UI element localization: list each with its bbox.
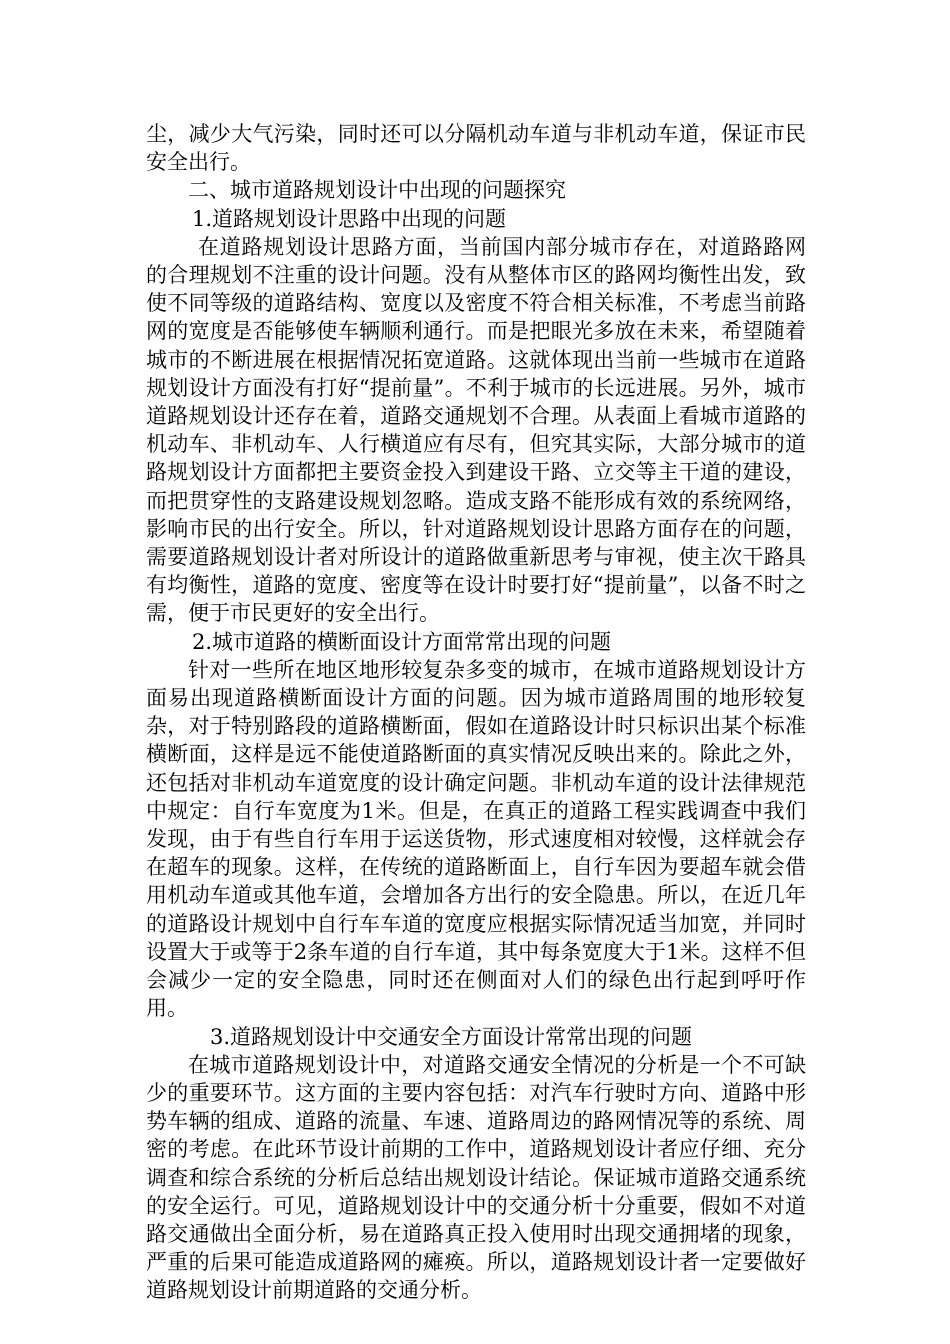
paragraph-traffic-safety: 在城市道路规划设计中，对道路交通安全情况的分析是一个不可缺少的重要环节。这方面的主要内容包括：对汽车行驶时方向、道路中形势车辆的组成、道路的流量、车速、道路周边的路网情况等的系统、周密的考虑。在此环节设计前期的工作中，道路规划设计者应仔细、充分调查和综合系统的分析后总结出规划设计结论。保证城市道路交通系统的安全运行。可见，道路规划设计中的交通分析十分重要，假如不对道路交通做出全面分析，易在道路真正投入使用时出现交通拥堵的现象，严重的后果可能造成道路网的瘫痪。所以，道路规划设计者一定要做好道路规划设计前期道路的交通分析。 <box>146 1052 806 1303</box>
document-page <box>146 120 806 1305</box>
subsection-heading-3: 3.道路规划设计中交通安全方面设计常常出现的问题 <box>210 1024 693 1049</box>
paragraph-design-approach: 在道路规划设计思路方面，当前国内部分城市存在，对道路路网的合理规划不注重的设计问题。没有从整体市区的路网均衡性出发，致使不同等级的道路结构、宽度以及密度不符合相关标准，不考虑当前路网的宽度是否能够使车辆顺利通行。而是把眼光多放在未来，希望随着城市的不断进展在根据情况拓宽道路。这就体现出当前一些城市在道路规划设计方面没有打好“提前量”。不利于城市的长远进展。另外，城市道路规划设计还存在着，道路交通规划不合理。从表面上看城市道路的机动车、非机动车、人行横道应有尽有，但究其实际，大部分城市的道路规划设计方面都把主要资金投入到建设干路、立交等主干道的建设，而把贯穿性的支路建设规划忽略。造成支路不能形成有效的系统网络，影响市民的出行安全。所以，针对道路规划设计思路方面存在的问题，需要道路规划设计者对所设计的道路做重新思考与审视，使主次干路具有均衡性，道路的宽度、密度等在设计时要打好“提前量”，以备不时之需，便于市民更好的安全出行。 <box>146 234 806 626</box>
paragraph-continuation: 尘，减少大气污染，同时还可以分隔机动车道与非机动车道，保证市民安全出行。 <box>146 122 806 175</box>
section-heading-2: 二、城市道路规划设计中出现的问题探究 <box>188 178 566 203</box>
subsection-heading-2: 2.城市道路的横断面设计方面常常出现的问题 <box>192 629 612 654</box>
subsection-heading-1: 1.道路规划设计思路中出现的问题 <box>192 206 507 231</box>
paragraph-cross-section: 针对一些所在地区地形较复杂多变的城市，在城市道路规划设计方面易出现道路横断面设计方面的问题。因为城市道路周围的地形较复杂，对于特别路段的道路横断面，假如在道路设计时只标识出某个标准横断面，这样是远不能使道路断面的真实情况反映出来的。除此之外，还包括对非机动车道宽度的设计确定问题。非机动车道的设计法律规范中规定：自行车宽度为1米。但是，在真正的道路工程实践调查中我们发现，由于有些自行车用于运送货物，形式速度相对较慢，这样就会存在超车的现象。这样，在传统的道路断面上，自行车因为要超车就会借用机动车道或其他车道，会增加各方出行的安全隐患。所以，在近几年的道路设计规划中自行车车道的宽度应根据实际情况适当加宽，并同时设置大于或等于2条车道的自行车道，其中每条宽度大于1米。这样不但会减少一定的安全隐患，同时还在侧面对人们的绿色出行起到呼吁作用。 <box>146 657 806 1021</box>
